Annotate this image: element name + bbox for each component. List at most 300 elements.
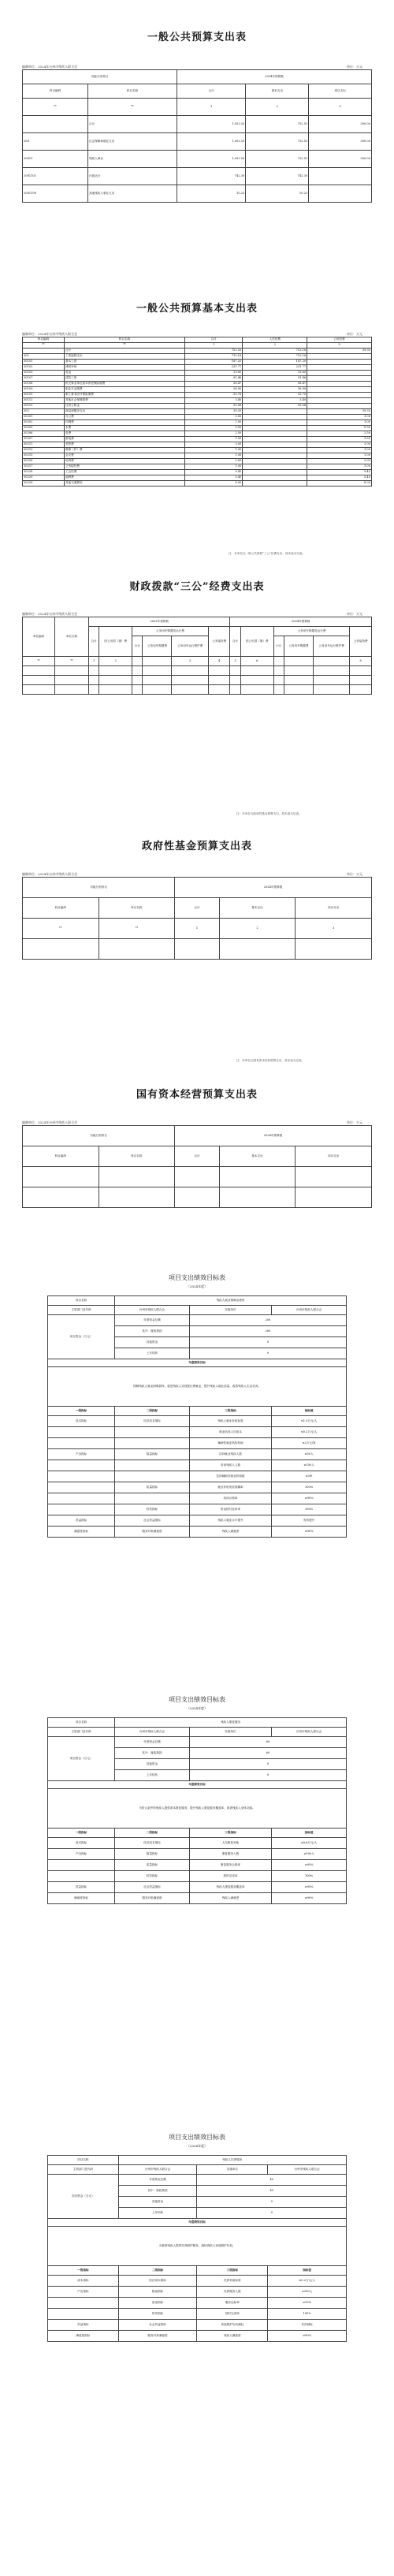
perf-ind-head: 指标值 [272, 1407, 347, 1416]
table-cell [309, 185, 372, 203]
table-cell: 2081199 [23, 185, 88, 203]
table-cell: 0.50 [185, 426, 243, 431]
table-row [23, 354, 372, 360]
perf-fund-name: 其他资金 [118, 2197, 197, 2208]
table-cell: 残疾人满意度 [197, 2331, 268, 2342]
table-cell [23, 349, 65, 354]
table-cell: ** [88, 99, 177, 116]
table-cell: 3 [309, 99, 372, 116]
table-row [48, 1438, 347, 1449]
table-cell: 30101 [23, 360, 65, 365]
table-row [23, 426, 372, 431]
sec2-unit: 编制单位：2024年台州市残疾人联合会 [22, 332, 78, 336]
sec2-title: 一般公共预算基本支出表 [136, 303, 258, 315]
perf-fund-name: 年度资金总额 [115, 1737, 190, 1748]
table-cell: 13.85 [243, 371, 307, 376]
perf-title: 项目支出绩效目标表 [169, 1274, 225, 1281]
table-cell: 30205 [23, 426, 65, 431]
sec3-note: 注：本单位无一般公共预算“三公”经费支出，故本表为空表。 [229, 552, 306, 555]
table-cell: 质量指标 [115, 1860, 190, 1871]
table-cell: 3.00 [185, 415, 243, 420]
perf-ind-head: 一级指标 [48, 1829, 115, 1838]
perf-fund-name: 其中：财政拨款 [118, 2186, 197, 2197]
table-row [23, 382, 372, 387]
table-row [23, 404, 372, 409]
perf-ind-head: 指标值 [268, 2266, 347, 2276]
table-cell: 8.00 [307, 481, 372, 486]
table-cell: 713.18 [185, 354, 243, 360]
table-cell: 10.23 [246, 185, 309, 203]
table-cell: 福利费 [65, 475, 185, 481]
sec3-title: 财政拨款“三公”经费支出表 [129, 581, 265, 593]
table-cell: 服务对象满意度 [115, 1527, 190, 1538]
table-cell: 质量指标 [118, 2298, 197, 2309]
perf-unit-label: 实施单位 [197, 2165, 268, 2175]
perf-ind-head: 二级指标 [115, 1829, 190, 1838]
sec3-unit-right: 单位：万元 [347, 612, 362, 616]
perf-project-label: 项目名称 [48, 1718, 115, 1728]
table-cell [307, 376, 372, 382]
table-cell: 231.77 [185, 365, 243, 371]
table-cell: 住房公积金 [65, 404, 185, 409]
table-cell: 数量指标 [118, 2287, 197, 2298]
table-cell: 39.35 [185, 409, 243, 415]
sec1-col-code: 科目编码 [23, 84, 88, 99]
table-cell [307, 398, 372, 404]
table-row [48, 1504, 347, 1515]
perf-fund-value: 40 [197, 2186, 347, 2197]
table-cell: 其他残疾人事业支出 [88, 185, 177, 203]
table-row [23, 343, 372, 349]
table-row [23, 481, 372, 486]
table-cell: 邮电费 [65, 437, 185, 442]
perf-fund-name: 年度资金总额 [118, 2175, 197, 2186]
perf-goal-label: 年度绩效目标 [48, 2219, 347, 2227]
table-cell: 印刷费 [65, 420, 185, 426]
perf-unit: 台州市残疾人联合会 [272, 1728, 347, 1737]
table-cell: 2 [246, 99, 309, 116]
table-row [23, 437, 372, 442]
perf-dept: 台州市残疾人联合会 [115, 1306, 190, 1315]
sec3-group-2024: 2024年预算数 [230, 617, 372, 627]
table-cell: 231.77 [243, 365, 307, 371]
table-row [23, 459, 372, 464]
perf-fund-value: 200 [189, 1326, 346, 1337]
sec4-col-proj: 项目支出 [296, 898, 372, 919]
table-cell: 208 [23, 133, 88, 151]
table-row [23, 376, 372, 382]
sec5-col-total: 合计 [175, 1146, 220, 1167]
sec3-sub-b2: 公务用车购置费 [284, 636, 313, 657]
perf-goal-label: 年度绩效目标 [48, 1359, 347, 1367]
table-cell: ≤2万元/家 [272, 1438, 347, 1449]
table-cell [243, 437, 307, 442]
table-cell: 1 [177, 99, 246, 116]
table-cell: ≥90% [272, 1493, 347, 1504]
table-cell: 2.00 [307, 459, 372, 464]
table-cell: 成本指标 [48, 2276, 119, 2287]
perf-fund-value: 60 [189, 1748, 346, 1759]
perf-fund-value: 0 [197, 2197, 347, 2208]
table-row [48, 1882, 347, 1893]
table-cell: 33.70 [243, 393, 307, 398]
table-cell: 30217 [23, 464, 65, 470]
table-cell: ≥95% [268, 2298, 347, 2309]
table-cell: 30110 [23, 393, 65, 398]
table-cell: 人均康复补助 [189, 1838, 271, 1849]
table-cell: 残疾人满意度 [189, 1527, 271, 1538]
table-cell: 机关事业单位基本养老保险缴费 [65, 382, 185, 387]
table-cell: 经济成本指标 [118, 2276, 197, 2287]
table-cell [48, 1504, 115, 1515]
table-cell: 2.50 [307, 431, 372, 437]
table-cell: 社会效益指标 [115, 1515, 190, 1527]
table-row [48, 2320, 347, 2331]
table-cell: 39.35 [307, 349, 372, 354]
table-cell: 752.53 [246, 151, 309, 168]
table-cell: 社会保障和就业支出 [88, 133, 177, 151]
cell [313, 657, 349, 666]
table-cell [307, 371, 372, 376]
table-cell: ** [65, 343, 185, 349]
table-cell: 效益指标 [48, 1515, 115, 1527]
table-row [48, 2298, 347, 2309]
table-row [23, 470, 372, 475]
table-row [48, 1849, 347, 1860]
perf-goal-label: 年度绩效目标 [48, 1781, 347, 1789]
table-cell: 成本指标 [48, 1838, 115, 1849]
table-cell: 1.00 [307, 420, 372, 426]
perf-fund-name: 上年结转 [118, 2208, 197, 2219]
table-cell: 0.50 [307, 426, 372, 431]
table-cell [243, 431, 307, 437]
perf-ind-head: 三级指标 [189, 1829, 271, 1838]
table-cell: 职业年金缴费 [65, 387, 185, 393]
table-cell [48, 1871, 115, 1882]
table-cell: ≥50人 [272, 1449, 347, 1460]
perf-fund-name: 上年结转 [115, 1348, 190, 1359]
sec4-head-1: 功能分类科目 [23, 878, 175, 898]
table-cell: 1.00 [307, 453, 372, 459]
perf-goal: 为符合条件的残疾人提供基本康复服务，提升残疾人康复服务覆盖率，改善残疾人身体功能。 [48, 1789, 347, 1829]
sec3-sub-b1: 公务用车购置费 [143, 636, 172, 657]
table-cell: 时效指标 [115, 1504, 190, 1515]
table-cell: 2081101 [23, 168, 88, 185]
table-cell: 30207 [23, 437, 65, 442]
table-row [23, 337, 372, 343]
perf-year: （2024年度） [186, 2144, 208, 2148]
table-cell: ≥90% [268, 2331, 347, 2342]
table-cell: 100% [268, 2309, 347, 2320]
table-cell: 满意度指标 [48, 2331, 119, 2342]
table-cell [243, 453, 307, 459]
table-cell: ≥100人 [272, 1460, 347, 1471]
cell [132, 657, 143, 666]
table-cell: 3 [307, 343, 372, 349]
sec5-head-2: 2024年预算数 [175, 1126, 372, 1146]
sec1-head-group1: 功能分类科目 [23, 70, 177, 84]
table-cell: 产出指标 [48, 2287, 119, 2298]
table-cell: 残疾人满意度 [189, 1893, 271, 1904]
table-cell: 商品和服务支出 [65, 409, 185, 415]
sec3-h-total2: 合计 [230, 627, 240, 657]
sec3-table [22, 617, 372, 695]
sec1-col-total: 合计 [177, 84, 246, 99]
table-cell [307, 382, 372, 387]
cell: 1 [175, 919, 220, 939]
table-cell: 300.00 [309, 151, 372, 168]
perf-ind-head: 二级指标 [115, 1407, 190, 1416]
table-row [23, 398, 372, 404]
table-cell [309, 168, 372, 185]
table-cell: 28.90 [243, 387, 307, 393]
table-row [23, 387, 372, 393]
perf-fund-name: 其他资金 [115, 1337, 190, 1348]
table-cell: 1.00 [185, 464, 243, 470]
table-cell: 康复服务人数 [189, 1849, 271, 1860]
table-cell: ≥200人 [268, 2287, 347, 2298]
sec3-h-recv1: 公务接待费 [208, 627, 230, 657]
table-row [23, 365, 372, 371]
table-cell: 残疾人就业补贴标准 [189, 1416, 271, 1427]
perf-unit: 台州市残疾人联合会 [272, 1306, 347, 1315]
perf-fund-name: 其中：财政拨款 [115, 1326, 190, 1337]
table-row [48, 1427, 347, 1438]
perf-dept: 台州市残疾人联合会 [118, 2165, 197, 2175]
perf-ind-head: 三级指标 [189, 1407, 271, 1416]
table-cell: 维修（护）费 [65, 448, 185, 453]
table-cell: 13.85 [185, 371, 243, 376]
perf-project: 残疾人就业保障金使用 [115, 1296, 347, 1306]
table-cell: ** [23, 99, 88, 116]
table-cell: 满意度指标 [48, 1527, 115, 1538]
table-cell: 1.00 [307, 464, 372, 470]
table-cell [243, 448, 307, 453]
table-cell: 30216 [23, 459, 65, 464]
sec4-note: 注：本单位无政府性基金预算支出，故本表为空表。 [236, 812, 302, 815]
perf-fund-label: 项目资金（万元） [48, 2175, 119, 2219]
table-cell: 2 [243, 343, 307, 349]
table-cell: ≥90% [272, 1527, 347, 1538]
table-cell: 残疾人就业水平提升 [189, 1515, 271, 1527]
table-cell: 30206 [23, 431, 65, 437]
table-cell: ≥95% [272, 1860, 347, 1871]
table-cell: 1.00 [185, 453, 243, 459]
perf-table [47, 2155, 347, 2342]
table-cell: 残疾人事业 [88, 151, 177, 168]
sec3-index-row [23, 657, 372, 666]
table-cell: 30228 [23, 470, 65, 475]
table-cell: 经济成本指标 [115, 1416, 190, 1427]
table-row [48, 1416, 347, 1427]
cell [273, 657, 284, 666]
sec4-unit: 编制单位：2024年台州市残疾人联合会 [22, 872, 78, 876]
table-cell: 91.46 [243, 376, 307, 382]
table-row [23, 371, 372, 376]
sec1-col-project: 项目支出 [309, 84, 372, 99]
table-cell: 绩效工资 [65, 376, 185, 382]
perf-project-label: 项目名称 [48, 2156, 119, 2165]
table-cell: 按时完成率 [197, 2309, 268, 2320]
perf-fund-name: 上年结转 [115, 1770, 190, 1781]
table-cell: 30202 [23, 420, 65, 426]
table-cell: 职工基本医疗保险缴费 [65, 393, 185, 398]
table-cell: 培训残疾人人数 [189, 1460, 271, 1471]
table-cell [115, 1460, 190, 1471]
table-cell: 工会经费 [65, 470, 185, 475]
table-cell: 公务接待费 [65, 464, 185, 470]
perf-fund-value: 60 [189, 1737, 346, 1748]
sec4-col-basic: 基本支出 [219, 898, 296, 919]
table-cell: 办公费 [65, 415, 185, 420]
table-cell: 产出指标 [48, 1449, 115, 1460]
table-cell: 托养补助标准 [197, 2276, 268, 2287]
perf-fund-name: 年度资金总额 [115, 1315, 190, 1326]
table-row [48, 1449, 347, 1460]
table-row [48, 1515, 347, 1527]
sec1-col-name: 科目名称 [88, 84, 177, 99]
cell: 2 [99, 657, 132, 666]
table-cell: 行政运行 [88, 168, 177, 185]
table-cell [243, 415, 307, 420]
cell: 4 [208, 657, 230, 666]
table-cell [307, 365, 372, 371]
table-cell: 30113 [23, 404, 65, 409]
sec3-h-abroad2: 因公出国（境）费 [240, 627, 273, 657]
table-cell [48, 1860, 115, 1871]
table-cell [48, 1460, 115, 1471]
sec5-col-basic: 基本支出 [219, 1146, 296, 1167]
table-row [48, 1527, 347, 1538]
table-row [23, 133, 372, 151]
table-cell [48, 1427, 115, 1438]
perf-ind-head: 一级指标 [48, 1407, 115, 1416]
sec5-col-name: 科目名称 [98, 1146, 175, 1167]
table-cell: 1.00 [307, 448, 372, 453]
table-cell: 培训合格率 [189, 1493, 271, 1504]
table-cell: 30103 [23, 371, 65, 376]
sec4-table [22, 877, 372, 960]
table-row [23, 475, 372, 481]
perf-fund-name: 其他资金 [115, 1759, 190, 1770]
table-row [23, 442, 372, 448]
table-cell: 差旅费 [65, 442, 185, 448]
table-cell: 工资福利支出 [65, 354, 185, 360]
table-cell: ≤1.5万元/人 [272, 1416, 347, 1427]
table-cell: 合计 [185, 337, 243, 343]
table-cell: 55.06 [185, 404, 243, 409]
table-cell: 满意度指标 [48, 1893, 115, 1904]
table-cell: 职业培训人均成本 [189, 1427, 271, 1438]
table-cell: 30239 [23, 481, 65, 486]
perf-title: 项目支出绩效目标表 [169, 2134, 225, 2141]
sec3-h-abroad1: 因公出国（境）费 [99, 627, 132, 657]
table-cell: 30107 [23, 376, 65, 382]
table-cell [115, 1471, 190, 1482]
table-row [23, 151, 372, 168]
table-cell: 713.18 [243, 354, 307, 360]
table-cell: 30211 [23, 442, 65, 448]
table-cell: 30201 [23, 415, 65, 420]
table-cell: 10.23 [177, 185, 246, 203]
sec3-sub-a2: 小计 [273, 636, 284, 657]
table-cell: 水费 [65, 426, 185, 431]
sec2-table [22, 337, 372, 486]
table-row [23, 464, 372, 470]
cell: ** [23, 657, 55, 666]
perf-fund-label: 项目资金（万元） [48, 1737, 115, 1781]
perf-fund-value: 0 [189, 1348, 346, 1359]
sec5-unit: 编制单位：2024年台州市残疾人联合会 [22, 1120, 78, 1124]
table-row [48, 2309, 347, 2320]
table-cell: 有所提升 [272, 1515, 347, 1527]
table-cell: 1.50 [307, 437, 372, 442]
table-cell: 300.00 [309, 116, 372, 133]
table-cell [23, 116, 88, 133]
perf-dept-label: 主管部门及代码 [48, 1728, 115, 1737]
table-cell: 时效指标 [118, 2309, 197, 2320]
sec1-col-basic: 基本支出 [246, 84, 309, 99]
sec3-h-car2: 公务用车购置及运行费 [273, 627, 350, 636]
table-cell [243, 481, 307, 486]
table-cell: 其他社会保障缴费 [65, 398, 185, 404]
perf-project-label: 项目名称 [48, 1296, 115, 1306]
table-row [23, 99, 372, 116]
table-cell [243, 470, 307, 475]
cell: 8 [350, 657, 372, 666]
perf-fund-label: 项目资金（万元） [48, 1315, 115, 1359]
sec3-sub-a1: 小计 [132, 636, 143, 657]
cell: 6 [240, 657, 273, 666]
table-cell: ≥90% [272, 1893, 347, 1904]
table-cell: 社会效益指标 [115, 1882, 190, 1893]
table-cell [307, 393, 372, 398]
table-row [48, 1871, 347, 1882]
table-cell: 扶持就业残疾人数 [189, 1449, 271, 1460]
table-cell: 科目编码 [23, 337, 65, 343]
perf-table [47, 1717, 347, 1904]
table-cell: 就业补贴发放准确率 [189, 1482, 271, 1493]
table-cell [243, 420, 307, 426]
table-row [48, 1493, 347, 1504]
table-cell: 1.00 [185, 448, 243, 453]
table-cell [243, 409, 307, 415]
sec3-col-code: 单位编码 [23, 617, 55, 657]
table-cell [115, 1427, 190, 1438]
cell [284, 657, 313, 666]
cell: ** [23, 919, 99, 939]
table-cell: 津贴补贴 [65, 365, 185, 371]
table-cell: 辅助性就业机构补助 [189, 1438, 271, 1449]
sec3-sub-c1: 公务用车运行维护费 [172, 636, 208, 657]
table-cell: 100% [272, 1482, 347, 1493]
table-cell: 30102 [23, 365, 65, 371]
table-cell [307, 404, 372, 409]
table-row [48, 1860, 347, 1871]
table-cell: 1 [185, 343, 243, 349]
table-row [23, 168, 372, 185]
sec5-table [22, 1125, 372, 1208]
sec5-col-proj: 项目支出 [296, 1146, 372, 1167]
sec4-col-name: 科目名称 [98, 898, 175, 919]
perf-dept: 台州市残疾人联合会 [115, 1728, 190, 1737]
cell: 3 [296, 919, 372, 939]
table-cell: 托养服务人数 [197, 2287, 268, 2298]
table-cell: ≤0.2万元/人 [268, 2276, 347, 2287]
table-cell: 公用经费 [307, 337, 372, 343]
table-cell: 会议费 [65, 453, 185, 459]
table-cell: 培训费 [65, 459, 185, 464]
